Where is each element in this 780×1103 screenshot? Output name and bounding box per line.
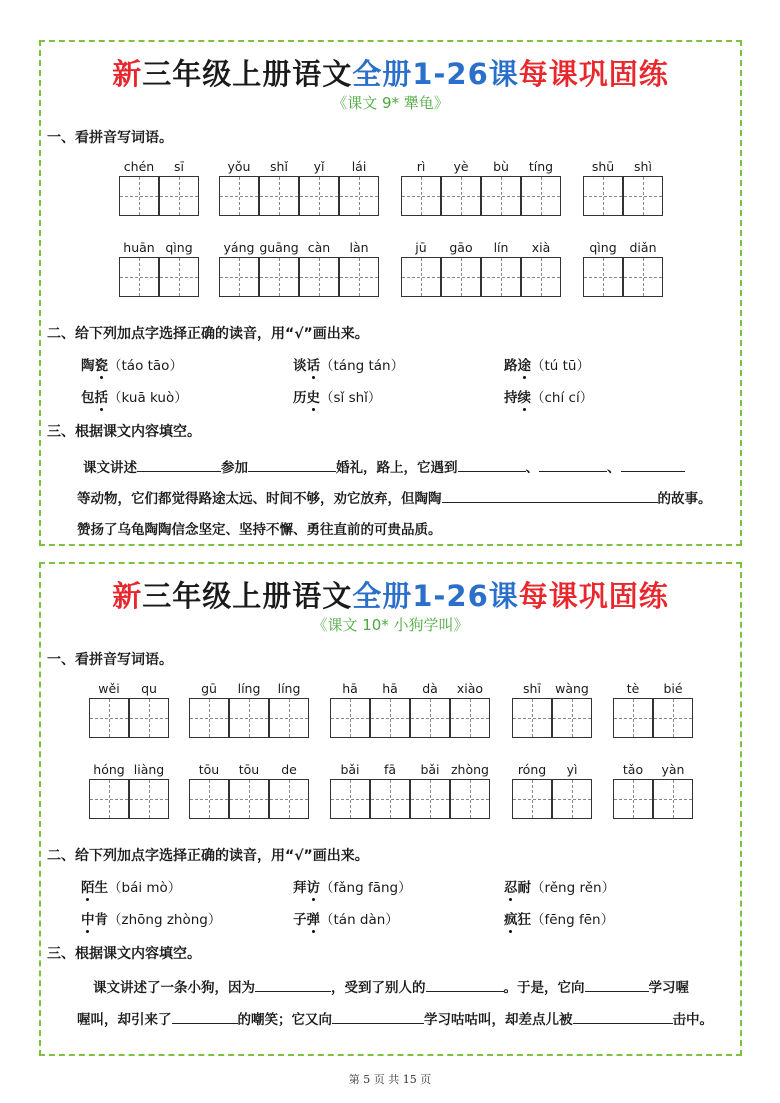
fill-line-3: 赞扬了乌龟陶陶信念坚定、坚持不懈、勇往直前的可贵品质。 xyxy=(77,522,442,538)
pinyin-label: líng xyxy=(277,681,301,696)
fill-text: 学习咕咕叫，却差点儿被 xyxy=(424,1012,573,1028)
writing-box[interactable] xyxy=(119,257,159,297)
fill-text: 击中。 xyxy=(672,1012,713,1028)
pinyin-label: rì xyxy=(416,159,426,174)
reading-word: 陶瓷 xyxy=(81,358,108,374)
fill-blank[interactable] xyxy=(539,457,607,472)
writing-box[interactable] xyxy=(269,698,309,738)
writing-box[interactable] xyxy=(159,176,199,216)
reading-word: 包括 xyxy=(81,390,108,406)
pinyin-label: liàng xyxy=(133,762,165,777)
section-reading-heading: 二、给下列加点字选择正确的读音，用“√”画出来。 xyxy=(47,326,369,342)
fill-text: 课文讲述了一条小狗，因为 xyxy=(93,980,255,996)
reading-word: 持续 xyxy=(504,390,531,406)
writing-box[interactable] xyxy=(259,257,299,297)
pinyin-label: bǎi xyxy=(340,762,360,777)
reading-item[interactable] xyxy=(293,386,381,406)
writing-box[interactable] xyxy=(623,176,663,216)
title-part-new: 新 xyxy=(112,57,143,91)
dotted-char: 中 xyxy=(81,912,95,928)
writing-box[interactable] xyxy=(552,698,592,738)
fill-text: 的嘲笑；它又向 xyxy=(237,1012,332,1028)
reading-word: 子弹 xyxy=(293,912,320,928)
section-reading-heading: 二、给下列加点字选择正确的读音，用“√”画出来。 xyxy=(47,848,369,864)
reading-options[interactable]: （tán dàn） xyxy=(320,912,399,928)
writing-box[interactable] xyxy=(129,698,169,738)
reading-word: 历史 xyxy=(293,390,320,406)
reading-word: 疯狂 xyxy=(504,912,531,928)
pinyin-label: wàng xyxy=(555,681,589,696)
writing-box[interactable] xyxy=(219,176,259,216)
dotted-char: 括 xyxy=(94,390,108,406)
section-pinyin-heading: 一、看拼音写词语。 xyxy=(47,130,173,146)
fill-text: ，受到了别人的 xyxy=(331,980,426,996)
pinyin-label: diǎn xyxy=(629,240,657,255)
pinyin-label: tōu xyxy=(238,762,260,777)
writing-box[interactable] xyxy=(229,779,269,819)
fill-blank[interactable] xyxy=(255,977,331,992)
fill-line-2 xyxy=(77,487,712,507)
writing-box[interactable] xyxy=(401,176,441,216)
fill-blank[interactable] xyxy=(426,977,504,992)
pinyin-label: xià xyxy=(531,240,551,255)
writing-box[interactable] xyxy=(370,779,410,819)
writing-box[interactable] xyxy=(512,698,552,738)
dotted-char: 忍 xyxy=(504,880,518,896)
pinyin-label: yǐ xyxy=(313,159,325,174)
writing-box[interactable] xyxy=(89,698,129,738)
writing-box[interactable] xyxy=(339,257,379,297)
dotted-char: 弹 xyxy=(306,912,320,928)
reading-options[interactable]: （fēng fēn） xyxy=(531,912,615,928)
title-part-grade: 三年级上册语文 xyxy=(142,57,353,91)
writing-box[interactable] xyxy=(330,779,370,819)
pinyin-label: huān xyxy=(123,240,155,255)
pinyin-label: shī xyxy=(523,681,541,696)
pinyin-label: guāng xyxy=(259,240,299,255)
reading-item[interactable] xyxy=(293,354,404,374)
pinyin-label: càn xyxy=(307,240,331,255)
reading-options[interactable]: （zhōng zhòng） xyxy=(108,912,222,928)
writing-box[interactable] xyxy=(119,176,159,216)
fill-text: 课文讲述 xyxy=(83,460,137,476)
writing-box[interactable] xyxy=(441,257,481,297)
writing-box[interactable] xyxy=(521,257,561,297)
dotted-char: 途 xyxy=(517,358,531,374)
pinyin-label: xiào xyxy=(456,681,484,696)
writing-box[interactable] xyxy=(583,176,623,216)
exercise-card-lesson9 xyxy=(39,40,742,546)
writing-box[interactable] xyxy=(481,257,521,297)
fill-text: 、 xyxy=(607,460,621,476)
pinyin-label: tǎo xyxy=(622,762,644,777)
reading-item[interactable] xyxy=(81,876,181,896)
fill-text: 、 xyxy=(525,460,539,476)
title-part-practice: 每课巩固练 xyxy=(518,57,669,91)
writing-box[interactable] xyxy=(512,779,552,819)
dotted-char: 瓷 xyxy=(94,358,108,374)
writing-box[interactable] xyxy=(401,257,441,297)
writing-box[interactable] xyxy=(653,698,693,738)
writing-box[interactable] xyxy=(441,176,481,216)
fill-blank[interactable] xyxy=(442,488,658,503)
fill-line-1 xyxy=(93,976,689,996)
writing-box[interactable] xyxy=(370,698,410,738)
pinyin-label: yàn xyxy=(661,762,685,777)
reading-item[interactable] xyxy=(81,908,221,928)
reading-options[interactable]: （sǐ shǐ） xyxy=(320,390,382,406)
dotted-char: 疯 xyxy=(504,912,518,928)
writing-box[interactable] xyxy=(189,698,229,738)
fill-blank[interactable] xyxy=(621,457,685,472)
pinyin-label: zhòng xyxy=(451,762,489,777)
fill-text: 等动物，它们都觉得路途太远、时间不够，劝它放弃，但陶陶 xyxy=(77,491,442,507)
pinyin-label: bǎi xyxy=(420,762,440,777)
page-footer: 第 5 页 共 15 页 xyxy=(348,1073,432,1086)
pinyin-label: gū xyxy=(201,681,217,696)
reading-word: 忍耐 xyxy=(504,880,531,896)
reading-options[interactable]: （chí cí） xyxy=(531,390,594,406)
fill-blank[interactable] xyxy=(573,1009,673,1024)
pinyin-label: chén xyxy=(123,159,155,174)
pinyin-label: shǐ xyxy=(270,159,288,174)
dotted-char: 史 xyxy=(306,390,320,406)
reading-item[interactable] xyxy=(504,354,590,374)
writing-box[interactable] xyxy=(339,176,379,216)
writing-box[interactable] xyxy=(613,698,653,738)
writing-box[interactable] xyxy=(159,257,199,297)
reading-options[interactable]: （táng tán） xyxy=(320,358,405,374)
reading-options[interactable]: （fǎng fāng） xyxy=(320,880,412,896)
fill-line-1 xyxy=(83,456,685,476)
title-part-practice: 每课巩固练 xyxy=(518,579,669,613)
reading-word: 路途 xyxy=(504,358,531,374)
reading-item[interactable] xyxy=(81,386,188,406)
pinyin-label: gāo xyxy=(449,240,473,255)
writing-box[interactable] xyxy=(481,176,521,216)
card-title xyxy=(41,574,740,615)
title-part-new: 新 xyxy=(112,579,143,613)
fill-line-2 xyxy=(77,1008,713,1028)
dotted-char: 访 xyxy=(306,880,320,896)
title-part-range: 全册1-26课 xyxy=(352,579,519,613)
writing-box[interactable] xyxy=(229,698,269,738)
fill-text: 婚礼，路上，它遇到 xyxy=(336,460,458,476)
pinyin-label: lín xyxy=(493,240,509,255)
pinyin-label: bié xyxy=(663,681,683,696)
fill-text: 的故事。 xyxy=(657,491,712,507)
reading-item[interactable] xyxy=(504,386,593,406)
reading-word: 陌生 xyxy=(81,880,108,896)
reading-options[interactable]: （táo tāo） xyxy=(108,358,183,374)
pinyin-label: sī xyxy=(174,159,184,174)
reading-item[interactable] xyxy=(293,908,399,928)
reading-word: 谈话 xyxy=(293,358,320,374)
writing-box[interactable] xyxy=(410,779,450,819)
title-part-grade: 三年级上册语文 xyxy=(142,579,353,613)
dotted-char: 续 xyxy=(517,390,531,406)
lesson-subtitle: 《课文 10* 小狗学叫》 xyxy=(312,616,469,634)
fill-text: 参加 xyxy=(221,460,248,476)
writing-box[interactable] xyxy=(653,779,693,819)
pinyin-label: jū xyxy=(415,240,427,255)
reading-word: 拜访 xyxy=(293,880,320,896)
writing-box[interactable] xyxy=(450,779,490,819)
reading-options[interactable]: （tú tū） xyxy=(531,358,590,374)
fill-blank[interactable] xyxy=(248,457,336,472)
pinyin-label: làn xyxy=(349,240,369,255)
pinyin-label: de xyxy=(281,762,297,777)
pinyin-label: yì xyxy=(566,762,578,777)
pinyin-label: tíng xyxy=(528,159,554,174)
writing-box[interactable] xyxy=(613,779,653,819)
reading-item[interactable] xyxy=(504,876,615,896)
writing-box[interactable] xyxy=(89,779,129,819)
writing-box[interactable] xyxy=(552,779,592,819)
writing-box[interactable] xyxy=(299,257,339,297)
fill-text: 。于是，它向 xyxy=(503,980,585,996)
pinyin-label: dà xyxy=(422,681,438,696)
fill-blank[interactable] xyxy=(458,457,526,472)
dotted-char: 陌 xyxy=(81,880,95,896)
pinyin-label: lái xyxy=(351,159,367,174)
reading-item[interactable] xyxy=(293,876,412,896)
pinyin-label: wěi xyxy=(98,681,120,696)
pinyin-label: yáng xyxy=(223,240,255,255)
reading-options[interactable]: （rěng rěn） xyxy=(531,880,616,896)
fill-blank[interactable] xyxy=(137,457,221,472)
card-title xyxy=(41,52,740,93)
section-fill-heading: 三、根据课文内容填空。 xyxy=(47,946,201,962)
pinyin-label: hóng xyxy=(93,762,125,777)
fill-text: 学习喔 xyxy=(648,980,689,996)
writing-box[interactable] xyxy=(299,176,339,216)
writing-box[interactable] xyxy=(410,698,450,738)
pinyin-label: líng xyxy=(237,681,261,696)
section-pinyin-heading: 一、看拼音写词语。 xyxy=(47,652,173,668)
pinyin-label: shū xyxy=(591,159,615,174)
fill-blank[interactable] xyxy=(585,977,649,992)
pinyin-label: qìng xyxy=(589,240,617,255)
pinyin-label: hā xyxy=(342,681,358,696)
pinyin-label: tè xyxy=(626,681,640,696)
writing-box[interactable] xyxy=(330,698,370,738)
writing-box[interactable] xyxy=(219,257,259,297)
exercise-card-lesson10 xyxy=(39,562,742,1056)
writing-box[interactable] xyxy=(521,176,561,216)
writing-box[interactable] xyxy=(259,176,299,216)
reading-options[interactable]: （kuā kuò） xyxy=(108,390,188,406)
pinyin-label: qu xyxy=(141,681,157,696)
pinyin-label: yǒu xyxy=(227,159,251,174)
pinyin-label: yè xyxy=(453,159,469,174)
reading-item[interactable] xyxy=(504,908,614,928)
reading-item[interactable] xyxy=(81,354,183,374)
fill-blank[interactable] xyxy=(332,1009,424,1024)
pinyin-label: fā xyxy=(383,762,397,777)
pinyin-label: shì xyxy=(634,159,652,174)
writing-box[interactable] xyxy=(450,698,490,738)
pinyin-label: róng xyxy=(517,762,547,777)
lesson-subtitle: 《课文 9* 犟龟》 xyxy=(332,94,449,112)
dotted-char: 话 xyxy=(306,358,320,374)
writing-box[interactable] xyxy=(623,257,663,297)
writing-box[interactable] xyxy=(583,257,623,297)
fill-blank[interactable] xyxy=(172,1009,238,1024)
pinyin-label: tōu xyxy=(198,762,220,777)
writing-box[interactable] xyxy=(129,779,169,819)
writing-box[interactable] xyxy=(189,779,229,819)
reading-options[interactable]: （bái mò） xyxy=(108,880,182,896)
pinyin-label: qìng xyxy=(165,240,193,255)
fill-text: 喔叫，却引来了 xyxy=(77,1012,172,1028)
section-fill-heading: 三、根据课文内容填空。 xyxy=(47,424,201,440)
pinyin-label: bù xyxy=(493,159,509,174)
writing-box[interactable] xyxy=(269,779,309,819)
pinyin-label: hā xyxy=(382,681,398,696)
title-part-range: 全册1-26课 xyxy=(352,57,519,91)
reading-word: 中肯 xyxy=(81,912,108,928)
